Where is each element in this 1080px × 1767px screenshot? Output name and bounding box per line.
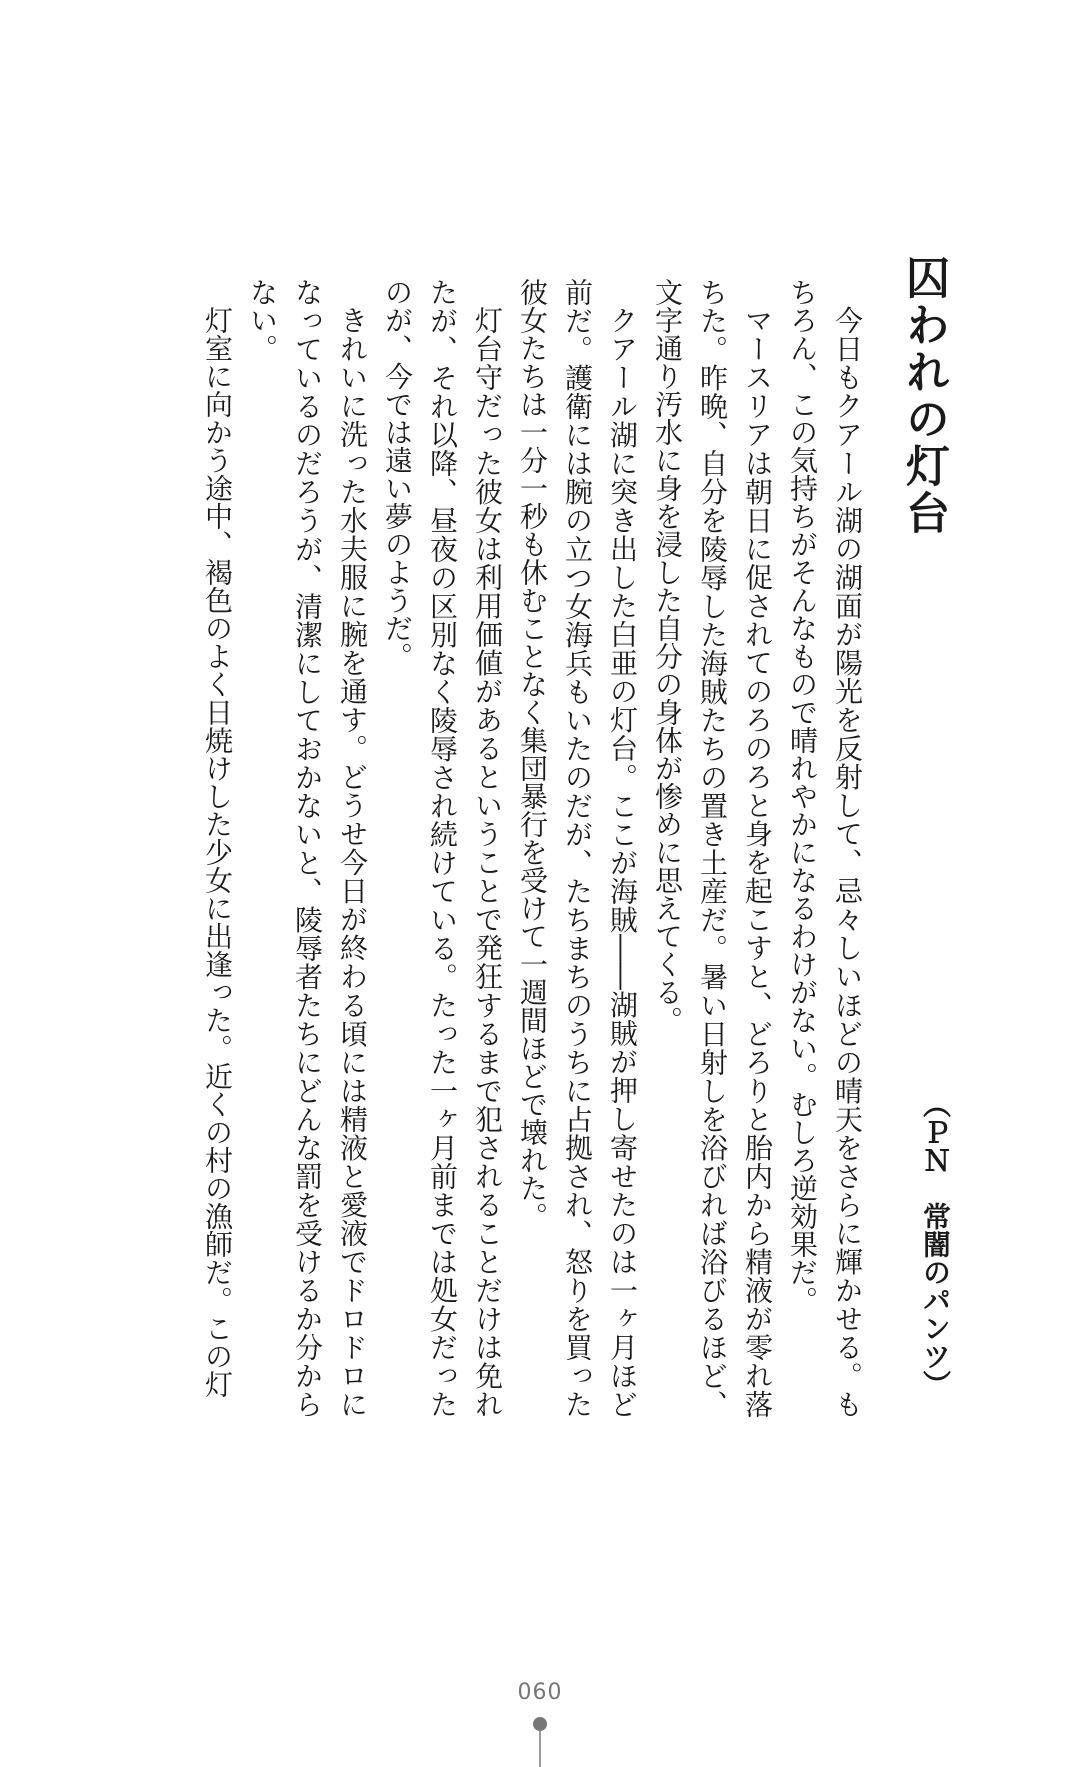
page-marker-dot [533,1717,547,1731]
paragraph: 灯室に向かう途中、褐色のよく日焼けした少女に出逢った。近くの村の漁師だ。この灯 [201,306,234,1398]
paragraph: クアール湖に突き出した白亜の灯台。ここが海賊――湖賊が押し寄せたのは一ヶ月ほど前だ。護衛には腕の立つ女海兵もいたのだが、たちまちのうちに占拠され、怒りを買った彼女たちは一分一秒も休むことなく集団暴行を受けて一週間ほどで壊れた。 [516,278,639,1418]
paragraph: 今日もクアール湖の湖面が陽光を反射して、忌々しいほどの晴天をさらに輝かせる。もちろん、この気持ちがそんなもので晴れやかになるわけがない。むしろ逆効果だ。 [786,278,864,1418]
page-marker-line [539,1731,541,1767]
paragraph: きれいに洗った水夫服に腕を通す。どうせ今日が終わる頃には精液と愛液でドロドロになっているのだろうが、清潔にしておかないと、陵辱者たちにどんな罰を受けるか分からない。 [246,278,369,1418]
body-text [150,278,870,1418]
chapter-title: 囚われの灯台 [898,255,949,537]
page-number: 060 [517,1680,563,1705]
paragraph: マースリアは朝日に促されてのろのろと身を起こすと、どろりと胎内から精液が零れ落ちた。昨晩、自分を陵辱した海賊たちの置き土産だ。暑い日射しを浴びれば浴びるほど、文字通り汚水に身を浸した自分の身体が惨めに思えてくる。 [651,278,774,1418]
author-name: （ＰＮ 常闇のパンツ） [919,1090,952,1398]
paragraph: 灯台守だった彼女は利用価値があるということで発狂するまで犯されることだけは免れたが、それ以降、昼夜の区別なく陵辱され続けている。たった一ヶ月前までは処女だったのが、今では遠い夢のようだ。 [381,278,504,1418]
